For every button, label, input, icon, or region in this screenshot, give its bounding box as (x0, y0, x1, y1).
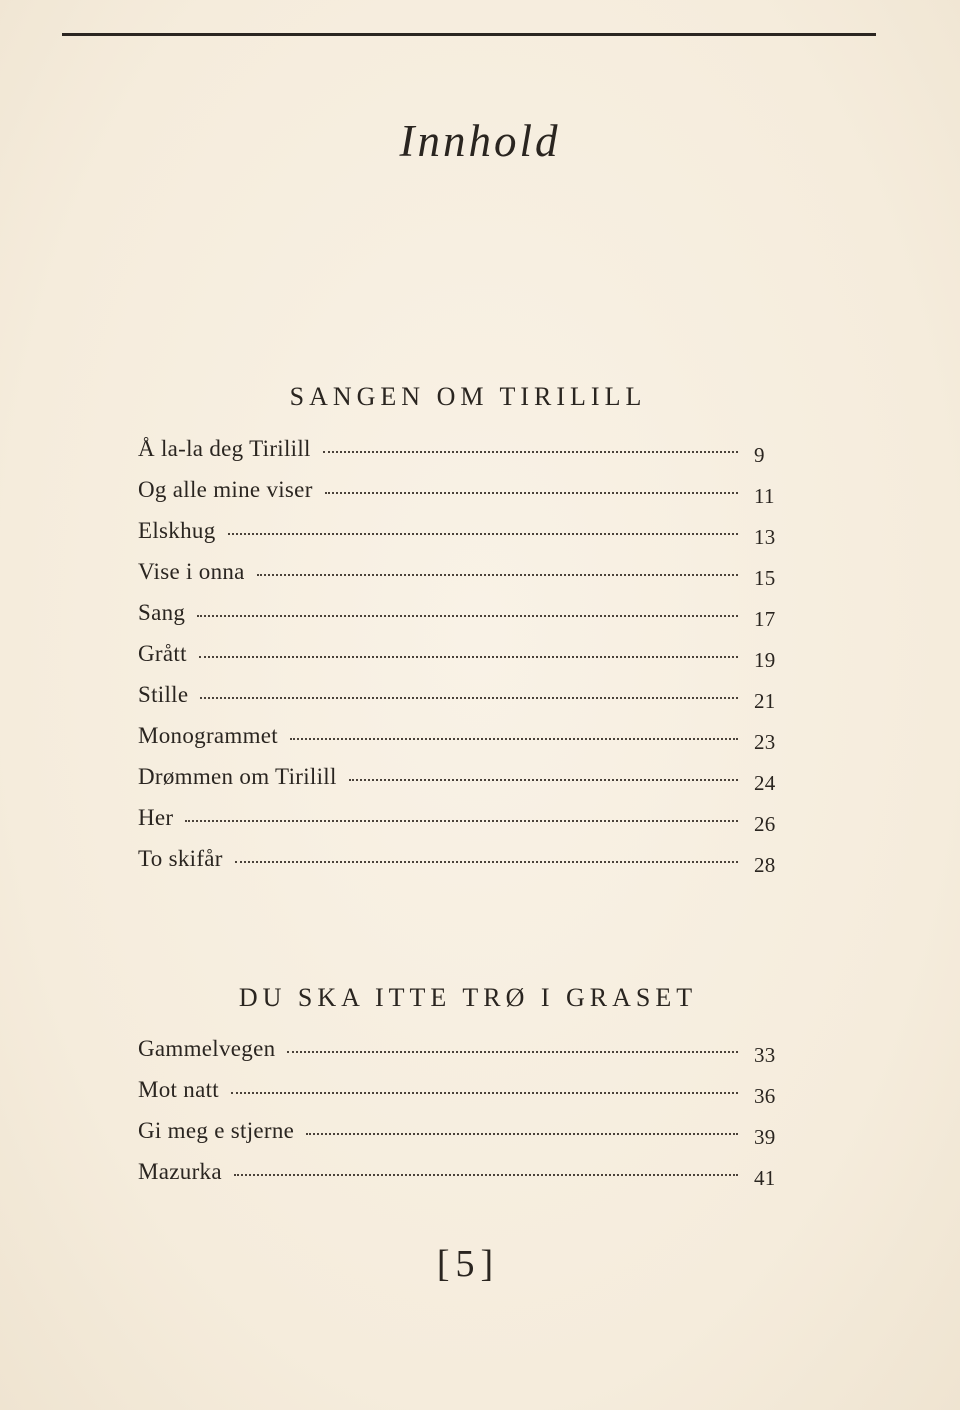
entry-page-number: 15 (754, 566, 776, 590)
toc-entry (138, 723, 798, 764)
entry-title: Elskhug (138, 518, 216, 543)
entry-title: Og alle mine viser (138, 477, 313, 502)
toc-entry (138, 600, 798, 641)
entry-title: Vise i onna (138, 559, 245, 584)
top-rule (62, 33, 876, 36)
section-heading-du-ska-itte-tro-i-graset: DU SKA ITTE TRØ I GRASET (238, 983, 698, 1012)
entry-title: Mot natt (138, 1077, 219, 1102)
entry-page-number: 9 (754, 443, 765, 467)
entry-title: Monogrammet (138, 723, 278, 748)
entry-page-number: 26 (754, 812, 776, 836)
toc-entry (138, 1077, 798, 1118)
toc-entry (138, 477, 798, 518)
dot-leader (287, 1051, 738, 1053)
dot-leader (323, 451, 738, 453)
entry-page-number: 17 (754, 607, 776, 631)
toc-entry (138, 805, 798, 846)
entry-page-number: 23 (754, 730, 776, 754)
dot-leader (325, 492, 738, 494)
toc-list-section-2 (138, 1036, 798, 1200)
entry-title: Å la-la deg Tirilill (138, 436, 311, 461)
entry-title: Sang (138, 600, 186, 625)
dot-leader (197, 615, 738, 617)
entry-page-number: 39 (754, 1125, 776, 1149)
toc-entry (138, 518, 798, 559)
entry-page-number: 11 (754, 484, 775, 508)
entry-page-number: 33 (754, 1043, 776, 1067)
dot-leader (306, 1133, 738, 1135)
entry-page-number: 21 (754, 689, 776, 713)
toc-entry (138, 1159, 798, 1200)
entry-title: Her (138, 805, 174, 830)
entry-page-number: 41 (754, 1166, 776, 1190)
entry-title: To skifår (138, 846, 223, 871)
entry-title: Gammelvegen (138, 1036, 276, 1061)
entry-page-number: 28 (754, 853, 776, 877)
entry-title: Mazurka (138, 1159, 222, 1184)
dot-leader (290, 738, 738, 740)
entry-page-number: 36 (754, 1084, 776, 1108)
dot-leader (228, 533, 739, 535)
toc-entry (138, 436, 798, 477)
toc-entry (138, 559, 798, 600)
section-heading-sangen-om-tirilill: SANGEN OM TIRILILL (289, 382, 647, 411)
entry-title: Stille (138, 682, 189, 707)
dot-leader (231, 1092, 738, 1094)
toc-list-section-1 (138, 436, 798, 887)
entry-title: Grått (138, 641, 187, 666)
page-title: Innhold (399, 116, 561, 166)
toc-entry (138, 846, 798, 887)
entry-page-number: 19 (754, 648, 776, 672)
dot-leader (200, 697, 738, 699)
dot-leader (257, 574, 738, 576)
dot-leader (199, 656, 738, 658)
toc-entry (138, 1118, 798, 1159)
entry-title: Gi meg e stjerne (138, 1118, 295, 1143)
dot-leader (185, 820, 738, 822)
toc-entry (138, 682, 798, 723)
entry-title: Drømmen om Tirilill (138, 764, 337, 789)
dot-leader (234, 1174, 738, 1176)
toc-entry (138, 1036, 798, 1077)
toc-entry (138, 764, 798, 805)
toc-entry (138, 641, 798, 682)
dot-leader (349, 779, 738, 781)
page-folio: [5] (436, 1243, 500, 1285)
dot-leader (235, 861, 738, 863)
entry-page-number: 24 (754, 771, 776, 795)
entry-page-number: 13 (754, 525, 776, 549)
